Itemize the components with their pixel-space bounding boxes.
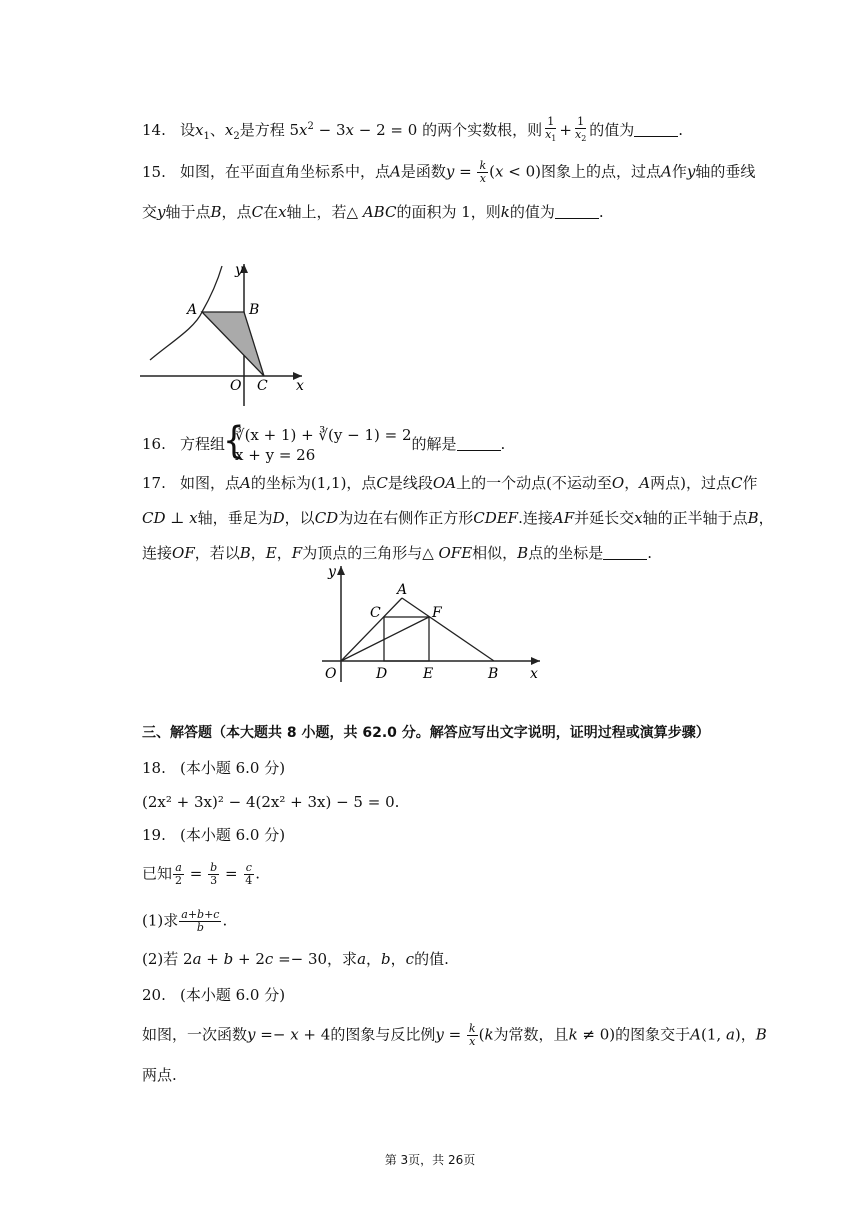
- fig1-label-o: O: [230, 378, 242, 394]
- section-heading: 三、解答题（本大题共 8 小题，共 62.0 分。解答应写出文字说明，证明过程或演算步骤）: [142, 725, 710, 741]
- fig2-label-c: C: [370, 605, 381, 621]
- question-number: 17.: [142, 474, 166, 492]
- question-18: 18. (本小题 6.0 分): [142, 759, 286, 777]
- question-17-line-3: 连接OF，若以B，E，F为顶点的三角形与△ OFE相似，B点的坐标是 .: [142, 544, 652, 562]
- question-19-given: 已知 $\frac{a}{2}$ = $\frac{b}{3}$ = $\frac{c}{4}$ .: [142, 861, 261, 887]
- question-20-line-2: 两点.: [142, 1066, 177, 1084]
- question-number: 15.: [142, 162, 166, 181]
- fig2-label-o: O: [325, 666, 337, 682]
- question-20: 20. (本小题 6.0 分): [142, 986, 286, 1004]
- fig1-label-a: A: [187, 302, 198, 318]
- fig1-label-c: C: [257, 378, 268, 394]
- fig1-label-x: x: [296, 378, 304, 394]
- fig2-label-d: D: [376, 666, 388, 682]
- figure-square-triangle: [318, 562, 546, 686]
- question-number: 20.: [142, 986, 166, 1004]
- fig1-label-y: y: [235, 262, 243, 278]
- equation-system: { ∛(x + 1) + ∛(y − 1) = 2 x + y = 26: [225, 425, 412, 465]
- question-20-line-1: 如图，一次函数y =− x + 4的图象与反比例y = $\frac{k}{x}$ (k为常数，且k ≠ 0)的图象交于A(1, a)，B: [142, 1022, 767, 1048]
- question-15-line-2: 交y轴于点B，点C在x轴上，若△ ABC的面积为 1，则k的值为 .: [142, 203, 604, 221]
- fig2-label-b: B: [488, 666, 499, 682]
- fig2-label-a: A: [397, 582, 408, 598]
- question-number: 18.: [142, 759, 166, 777]
- question-16: 16. 方程组 { ∛(x + 1) + ∛(y − 1) = 2 x + y = 26 的解是 .: [142, 424, 505, 465]
- question-14: 14. 设$x_1$、$x_2$是方程 $5x^2 - 3x - 2 = 0$ 的两个实数根，则 $\frac{1}{x_1}$ + $\frac{1}{x_2}$ 的值为 .: [142, 115, 684, 144]
- fig2-label-e: E: [423, 666, 434, 682]
- question-number: 19.: [142, 826, 166, 844]
- question-19-part-2: (2)若 2a + b + 2c =− 30，求a，b，c的值.: [142, 950, 449, 968]
- question-18-equation: (2x² + 3x)² − 4(2x² + 3x) − 5 = 0.: [142, 793, 400, 811]
- question-15-line-1: 15. 如图，在平面直角坐标系中，点A是函数y = $\frac{k}{x}$ (x < 0)图象上的点，过点A作y轴的垂线: [142, 159, 756, 185]
- answer-blank: [634, 122, 678, 137]
- answer-blank: [457, 436, 501, 451]
- fig2-label-y: y: [328, 564, 336, 580]
- fig1-label-b: B: [249, 302, 260, 318]
- question-19: 19. (本小题 6.0 分): [142, 826, 286, 844]
- question-19-part-1: (1)求 $\frac{a+b+c}{b}$ .: [142, 908, 228, 934]
- answer-blank: [603, 545, 647, 560]
- question-17-line-1: 17. 如图，点A的坐标为(1,1)，点C是线段OA上的一个动点(不运动至O，A两点)，过点C作: [142, 474, 758, 492]
- answer-blank: [555, 204, 599, 219]
- figure-hyperbola-triangle: [140, 258, 310, 408]
- fig2-label-f: F: [432, 605, 442, 621]
- question-number: 16.: [142, 435, 166, 453]
- question-number: 14.: [142, 121, 166, 139]
- fig2-label-x: x: [530, 666, 538, 682]
- question-17-line-2: CD ⊥ x轴，垂足为D，以CD为边在右侧作正方形CDEF.连接AF并延长交x轴的正半轴于点B，: [142, 509, 774, 527]
- page-footer: 第 3页，共 26页: [384, 1153, 476, 1167]
